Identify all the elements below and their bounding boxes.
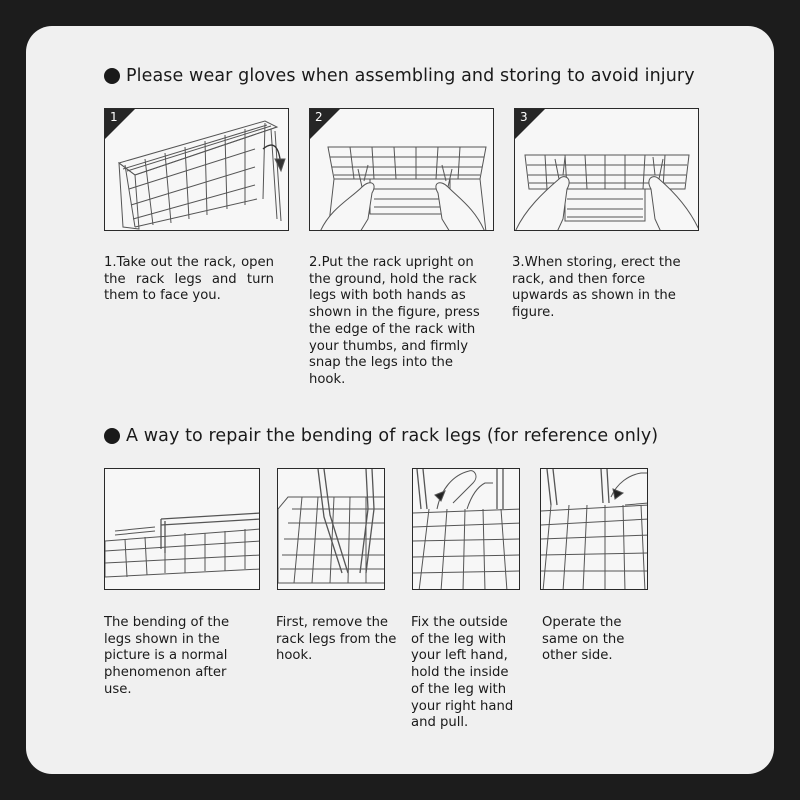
step-1-description: 1.Take out the rack, open the rack legs and turn them to face you.: [104, 255, 274, 304]
repair-step-c-illustration: [412, 468, 520, 590]
section-2-heading-text: A way to repair the bending of rack legs (for reference only): [126, 426, 659, 446]
step-3-description: 3.When storing, erect the rack, and then force upwards as shown in the figure.: [512, 255, 681, 321]
section-1-heading-text: Please wear gloves when assembling and storing to avoid injury: [126, 66, 695, 86]
repair-step-b-illustration: [277, 468, 385, 590]
repair-step-a-description: The bending of the legs shown in the picture is a normal phenomenon after use.: [104, 615, 230, 697]
step-number: 1: [110, 110, 118, 124]
bent-legs-rack-icon: [105, 469, 260, 590]
repair-step-a-illustration: [104, 468, 260, 590]
repair-step-d-description: Operate the same on the other side.: [542, 615, 625, 664]
repair-step-b-description: First, remove the rack legs from the hook.: [276, 615, 397, 664]
repair-step-c-description: Fix the outside of the leg with your left hand, hold the inside of the leg with your right hand and pull.: [411, 615, 514, 731]
pull-leg-icon: [413, 469, 520, 590]
step-number: 3: [520, 110, 528, 124]
step-2-illustration: [309, 108, 494, 231]
step-2-description: 2.Put the rack upright on the ground, hold the rack legs with both hands as shown in the figure, press the edge of the rack with your thumbs, and firmly snap the legs into the hook.: [309, 255, 480, 387]
bullet-dot-icon: [104, 428, 120, 444]
section-2-heading: [104, 426, 658, 446]
remove-legs-icon: [278, 469, 385, 590]
step-badge: [310, 109, 340, 139]
section-1-heading: [104, 66, 695, 86]
step-1-illustration: [104, 108, 289, 231]
repeat-other-side-icon: [541, 469, 648, 590]
bullet-dot-icon: [104, 68, 120, 84]
step-3-illustration: [514, 108, 699, 231]
repair-step-d-illustration: [540, 468, 648, 590]
step-badge: [105, 109, 135, 139]
step-badge: [515, 109, 545, 139]
step-number: 2: [315, 110, 323, 124]
